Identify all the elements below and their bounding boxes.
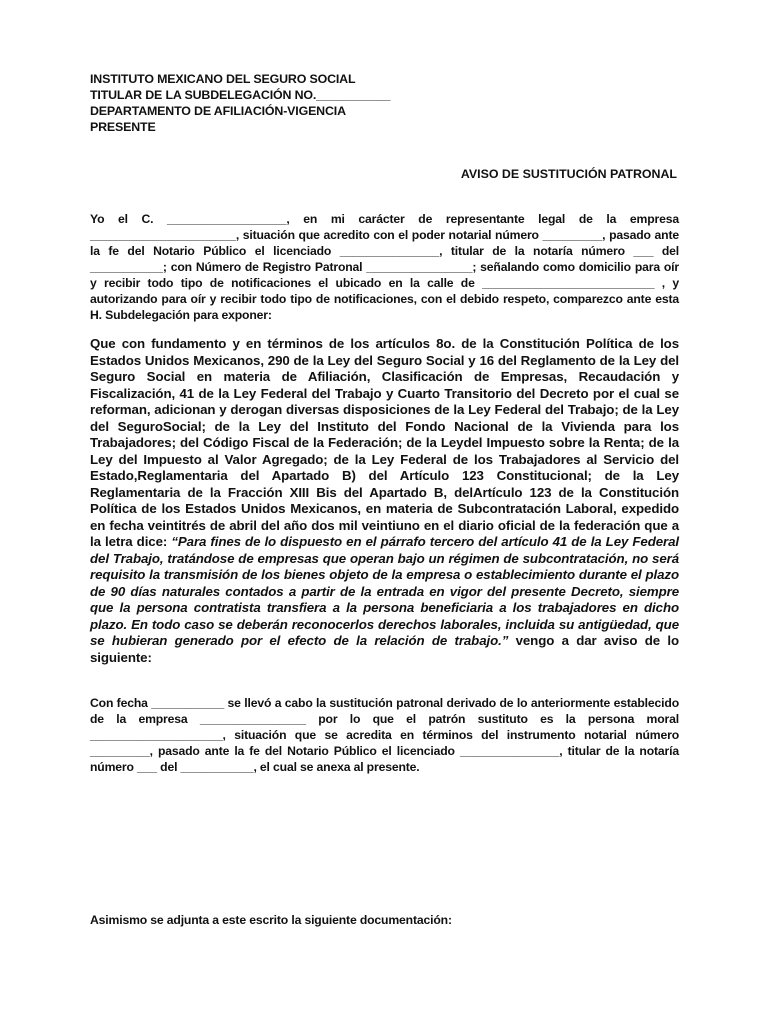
addressee-line-presente: PRESENTE [90,120,156,134]
paragraph-attachments: Asimismo se adjunta a este escrito la siguiente documentación: [90,913,452,927]
legal-basis-intro: Que con fundamento y en términos de los artículos 8o. de la Constitución Política de los Estados Unidos Mexicanos, 290 de la Ley del Seguro Social y 16 del Reglamento de la Ley del Seguro Social en materia de Afiliación, Clasificación de Empresas, Recaudación y Fiscalización, 41 de la Ley Federal del Trabajo y Cuarto Transitorio del Decreto por el cual se reforman, adicionan y derogan diversas disposiciones de la Ley Federal del Trabajo; de la Ley del SeguroSocial; de la Ley del Instituto del Fondo Nacional de la Vivienda para los Trabajadores; del Código Fiscal de la Federación; de la Leydel Impuesto sobre la Renta; de la Ley del Impuesto al Valor Agregado; de la Ley Federal de los Trabajadores al Servicio del Estado,Reglamentaria del Apartado B) del Artículo 123 Constitucional; de la Ley Reglamentaria de la Fracción XIII Bis del Apartado B, delArtículo 123 de la Constitución Política de los Estados Unidos Mexicanos, en materia de Subcontratación Laboral, expedido en fecha veintitrés de abril del año dos mil veintiuno en el diario oficial de la federación que a la letra dice: [90,336,679,549]
addressee-block [90,71,690,135]
legal-basis-closing: vengo a dar aviso de lo siguiente: [90,633,679,665]
addressee-line-institution: INSTITUTO MEXICANO DEL SEGURO SOCIAL [90,72,356,86]
document-title: AVISO DE SUSTITUCIÓN PATRONAL [460,167,677,181]
paragraph-substitution: Con fecha ___________ se llevó a cabo la sustitución patronal derivado de lo anteriormente establecido de la empresa ________________ por lo que el patrón sustituto es la persona moral ____________________, situación que se acredita en términos del instrumento notarial número _________, pasado ante la fe del Notario Público el licenciado _______________, titular de la notaría número ___ del ___________, el cual se anexa al presente. [90,696,679,774]
addressee-line-subdelegation: TITULAR DE LA SUBDELEGACIÓN NO.___________ [90,88,391,102]
paragraph-legal-basis [90,336,679,666]
addressee-line-department: DEPARTAMENTO DE AFILIACIÓN-VIGENCIA [90,104,346,118]
decree-quote: “Para fines de lo dispuesto en el párrafo tercero del artículo 41 de la Ley Federal del Trabajo, tratándose de empresas que operan bajo un régimen de subcontratación, no será requisito la transmisión de los bienes objeto de la empresa o establecimiento durante el plazo de 90 días naturales contados a partir de la entrada en vigor del presente Decreto, siempre que la persona contratista transfiera a la persona beneficiaria a los trabajadores en dicho plazo. En todo caso se deberán reconocerlos derechos laborales, incluida su antigüedad, que se hubieran generado por el efecto de la relación de trabajo.” [90,534,679,648]
paragraph-representative: Yo el C. __________________, en mi carácter de representante legal de la empresa ______________________, situación que acredito con el poder notarial número _________, pasado ante la fe del Notario Público el licenciado _______________, titular de la notaría número ___ del ___________; con Número de Registro Patronal ________________; señalando como domicilio para oír y recibir todo tipo de notificaciones el ubicado en la calle de __________________________ , y autorizando para oír y recibir todo tipo de notificaciones, con el debido respeto, comparezco ante esta H. Subdelegación para exponer: [90,212,679,322]
